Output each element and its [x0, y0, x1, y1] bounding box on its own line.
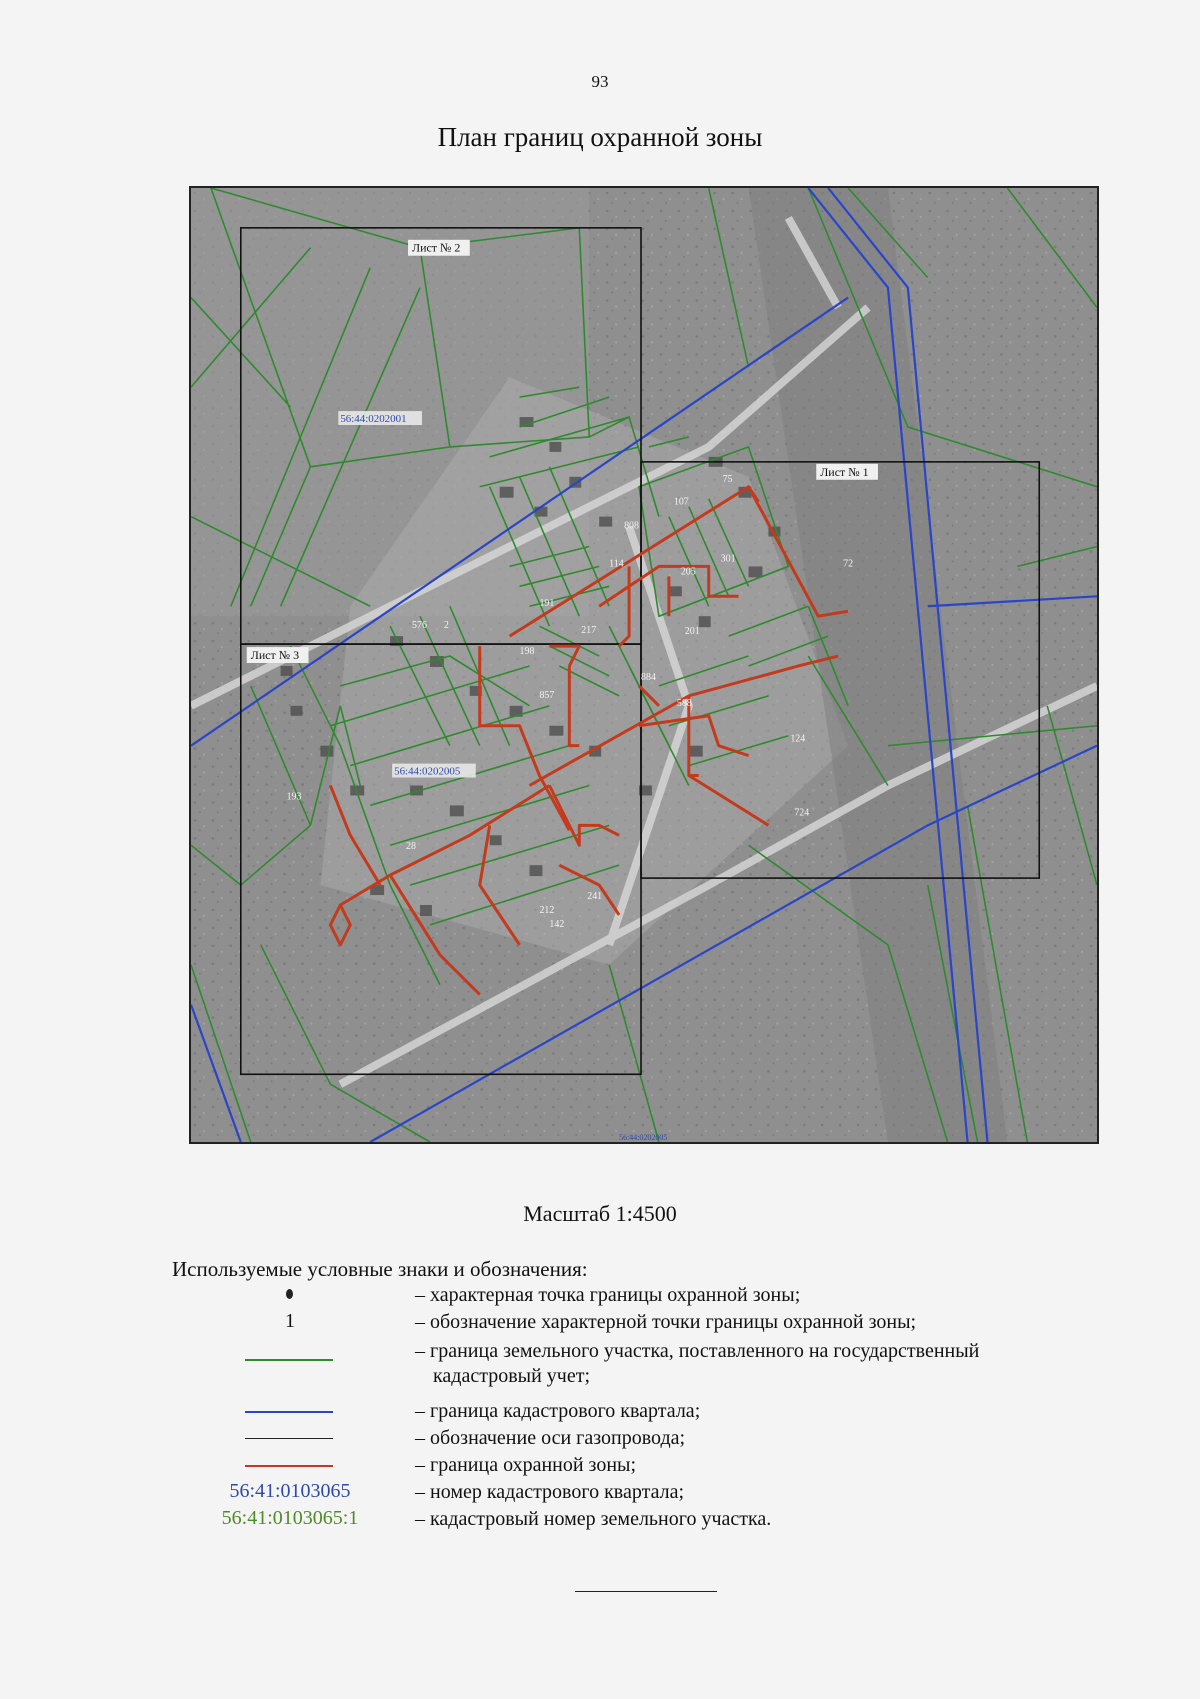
legend-text: – обозначение оси газопровода; — [415, 1427, 686, 1449]
legend-symbol-number: 1 — [285, 1310, 295, 1332]
point-label: 301 — [720, 553, 736, 565]
quarter-number-0202005: 56:44:0202005 — [394, 765, 461, 778]
quarter-number-bottom: 56:44:0202005 — [619, 1133, 668, 1142]
legend-text: – граница кадастрового квартала; — [415, 1400, 701, 1422]
parcel-line-icon — [245, 1359, 333, 1361]
legend-text: – кадастровый номер земельного участка. — [415, 1508, 772, 1530]
quarter-number-0202001: 56:44:0202001 — [340, 413, 407, 426]
point-label: 201 — [684, 626, 700, 638]
point-label: 191 — [539, 598, 555, 610]
point-label: 588 — [676, 697, 692, 709]
point-label: 28 — [406, 841, 416, 853]
sheet-label-3: Лист № 3 — [250, 648, 300, 663]
map-scale: Масштаб 1:4500 — [523, 1201, 677, 1226]
legend-text: – граница охранной зоны; — [415, 1454, 637, 1476]
legend-text: – номер кадастрового квартала; — [415, 1481, 685, 1503]
legend-text: – граница земельного участка, поставленного на государственный — [415, 1340, 980, 1362]
point-label: 857 — [539, 689, 555, 701]
point-label: 107 — [673, 496, 689, 508]
point-label: 884 — [641, 671, 656, 683]
point-label: 72 — [843, 558, 854, 570]
point-label: 724 — [794, 807, 810, 819]
gas-pipeline-axis-icon — [245, 1438, 333, 1439]
point-label: 142 — [549, 918, 565, 930]
point-label: 2 — [443, 620, 449, 632]
legend-text-continued: кадастровый учет; — [433, 1365, 591, 1387]
point-label: 198 — [519, 646, 535, 658]
point-label: 808 — [624, 520, 639, 532]
legend-title: Используемые условные знаки и обозначения: — [172, 1257, 588, 1281]
point-label: 241 — [587, 891, 603, 903]
point-label: 124 — [790, 733, 806, 745]
page-number: 93 — [591, 72, 609, 91]
sheet-label-2: Лист № 2 — [412, 240, 461, 255]
protection-zone-map — [189, 186, 1099, 1144]
protection-zone-line-icon — [245, 1465, 333, 1467]
point-label: 205 — [680, 566, 696, 578]
legend-text: – обозначение характерной точки границы охранной зоны; — [415, 1311, 917, 1333]
closing-rule — [575, 1591, 717, 1592]
quarter-line-icon — [245, 1411, 333, 1413]
sheet-label-1: Лист № 1 — [820, 464, 869, 479]
point-label: 75 — [722, 473, 733, 485]
point-label: 212 — [539, 904, 555, 916]
legend-text: – характерная точка границы охранной зоны; — [415, 1284, 801, 1306]
point-label: 576 — [412, 620, 427, 632]
point-label: 193 — [286, 791, 302, 803]
page-title: План границ охранной зоны — [437, 122, 763, 152]
legend-symbol-quarter-number: 56:41:0103065 — [229, 1480, 351, 1502]
characteristic-point-icon — [286, 1289, 293, 1299]
map-canvas — [191, 188, 1097, 1142]
legend-symbol-parcel-number: 56:41:0103065:1 — [221, 1507, 359, 1529]
point-label: 217 — [581, 625, 597, 637]
point-label: 114 — [609, 558, 624, 570]
